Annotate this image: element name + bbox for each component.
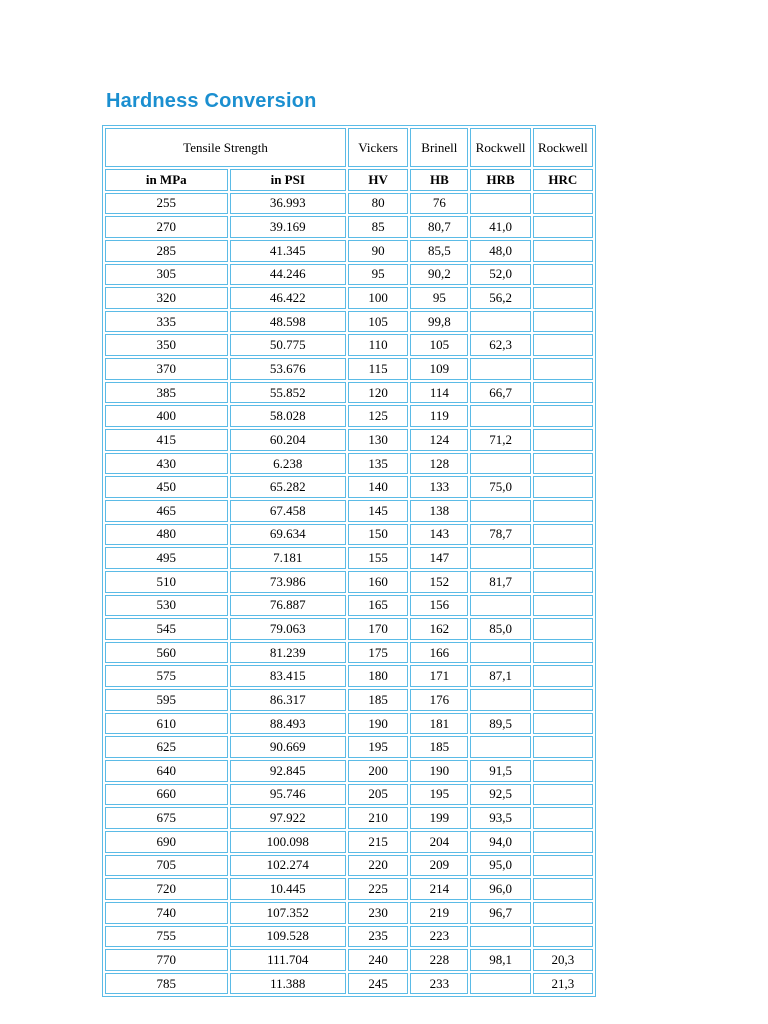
- cell-hrc: [533, 311, 593, 333]
- cell-hv: 220: [348, 855, 408, 877]
- cell-hrb: 96,7: [470, 902, 530, 924]
- cell-hv: 120: [348, 382, 408, 404]
- table-row: [105, 807, 593, 829]
- cell-hv: 115: [348, 358, 408, 380]
- cell-hrc: [533, 547, 593, 569]
- table-row: [105, 287, 593, 309]
- cell-mpa: 450: [105, 476, 228, 498]
- cell-psi: 69.634: [230, 524, 346, 546]
- table-row: [105, 878, 593, 900]
- table-row: [105, 760, 593, 782]
- cell-hb: 105: [410, 334, 468, 356]
- table-row: [105, 429, 593, 451]
- cell-psi: 65.282: [230, 476, 346, 498]
- cell-mpa: 305: [105, 264, 228, 286]
- cell-hv: 150: [348, 524, 408, 546]
- cell-hv: 225: [348, 878, 408, 900]
- cell-hb: 90,2: [410, 264, 468, 286]
- cell-hb: 119: [410, 405, 468, 427]
- cell-psi: 50.775: [230, 334, 346, 356]
- cell-hv: 190: [348, 713, 408, 735]
- cell-hrc: [533, 429, 593, 451]
- cell-psi: 7.181: [230, 547, 346, 569]
- cell-hrb: 94,0: [470, 831, 530, 853]
- table-row: [105, 618, 593, 640]
- cell-hb: 95: [410, 287, 468, 309]
- cell-psi: 97.922: [230, 807, 346, 829]
- cell-psi: 83.415: [230, 665, 346, 687]
- cell-hrb: 71,2: [470, 429, 530, 451]
- cell-hrc: [533, 216, 593, 238]
- cell-hv: 185: [348, 689, 408, 711]
- cell-hb: 85,5: [410, 240, 468, 262]
- cell-psi: 41.345: [230, 240, 346, 262]
- cell-hv: 125: [348, 405, 408, 427]
- cell-hrc: [533, 878, 593, 900]
- cell-hrb: [470, 500, 530, 522]
- cell-hv: 105: [348, 311, 408, 333]
- cell-mpa: 675: [105, 807, 228, 829]
- cell-hrb: 75,0: [470, 476, 530, 498]
- table-row: [105, 831, 593, 853]
- cell-hv: 90: [348, 240, 408, 262]
- cell-hrb: 98,1: [470, 949, 530, 971]
- table-row: [105, 926, 593, 948]
- cell-hb: 181: [410, 713, 468, 735]
- cell-hb: 124: [410, 429, 468, 451]
- cell-hv: 130: [348, 429, 408, 451]
- cell-mpa: 640: [105, 760, 228, 782]
- cell-hv: 180: [348, 665, 408, 687]
- cell-psi: 44.246: [230, 264, 346, 286]
- cell-psi: 111.704: [230, 949, 346, 971]
- cell-hv: 160: [348, 571, 408, 593]
- cell-hrb: 87,1: [470, 665, 530, 687]
- cell-hrb: [470, 642, 530, 664]
- cell-psi: 39.169: [230, 216, 346, 238]
- cell-psi: 88.493: [230, 713, 346, 735]
- cell-hb: 166: [410, 642, 468, 664]
- cell-hb: 214: [410, 878, 468, 900]
- header-brinell: Brinell: [410, 128, 468, 167]
- subheader-hv: HV: [348, 169, 408, 191]
- cell-psi: 55.852: [230, 382, 346, 404]
- cell-mpa: 415: [105, 429, 228, 451]
- table-row: [105, 665, 593, 687]
- table-row: [105, 405, 593, 427]
- table-row: [105, 571, 593, 593]
- cell-hrc: [533, 405, 593, 427]
- cell-hrb: [470, 405, 530, 427]
- cell-hv: 240: [348, 949, 408, 971]
- cell-hv: 165: [348, 595, 408, 617]
- cell-mpa: 690: [105, 831, 228, 853]
- header-rockwell-b: [470, 128, 530, 167]
- cell-hrc: [533, 855, 593, 877]
- cell-psi: 79.063: [230, 618, 346, 640]
- table-header-row: [105, 128, 593, 167]
- cell-psi: 67.458: [230, 500, 346, 522]
- cell-hv: 245: [348, 973, 408, 995]
- cell-hrb: 93,5: [470, 807, 530, 829]
- table-row: [105, 595, 593, 617]
- cell-mpa: 430: [105, 453, 228, 475]
- cell-mpa: 270: [105, 216, 228, 238]
- table-row: [105, 547, 593, 569]
- cell-hrc: [533, 595, 593, 617]
- cell-hrc: [533, 784, 593, 806]
- cell-hrc: [533, 926, 593, 948]
- cell-hv: 215: [348, 831, 408, 853]
- cell-hv: 85: [348, 216, 408, 238]
- cell-hrb: [470, 358, 530, 380]
- cell-hb: 176: [410, 689, 468, 711]
- cell-hrc: [533, 831, 593, 853]
- cell-psi: 92.845: [230, 760, 346, 782]
- cell-psi: 90.669: [230, 736, 346, 758]
- cell-hrb: [470, 736, 530, 758]
- cell-hb: 138: [410, 500, 468, 522]
- table-row: [105, 949, 593, 971]
- cell-hb: 219: [410, 902, 468, 924]
- cell-psi: 48.598: [230, 311, 346, 333]
- cell-hrb: 96,0: [470, 878, 530, 900]
- cell-hrc: [533, 240, 593, 262]
- cell-hb: 80,7: [410, 216, 468, 238]
- cell-hrb: 48,0: [470, 240, 530, 262]
- cell-hrc: [533, 524, 593, 546]
- cell-mpa: 385: [105, 382, 228, 404]
- cell-hb: 76: [410, 193, 468, 215]
- cell-hrb: [470, 689, 530, 711]
- cell-hb: 143: [410, 524, 468, 546]
- cell-hrb: 62,3: [470, 334, 530, 356]
- table-row: [105, 784, 593, 806]
- cell-psi: 100.098: [230, 831, 346, 853]
- cell-hrb: 92,5: [470, 784, 530, 806]
- cell-hrc: [533, 193, 593, 215]
- cell-hv: 135: [348, 453, 408, 475]
- cell-hb: 114: [410, 382, 468, 404]
- cell-psi: 6.238: [230, 453, 346, 475]
- cell-hrc: [533, 358, 593, 380]
- cell-hrc: [533, 902, 593, 924]
- cell-hb: 171: [410, 665, 468, 687]
- cell-hb: 162: [410, 618, 468, 640]
- cell-mpa: 785: [105, 973, 228, 995]
- cell-mpa: 530: [105, 595, 228, 617]
- cell-mpa: 720: [105, 878, 228, 900]
- subheader-hrb: HRB: [470, 169, 530, 191]
- cell-hrc: [533, 807, 593, 829]
- cell-mpa: 495: [105, 547, 228, 569]
- cell-hrc: [533, 264, 593, 286]
- table-subheader-row: [105, 169, 593, 191]
- cell-hv: 200: [348, 760, 408, 782]
- table-row: [105, 855, 593, 877]
- table-row: [105, 476, 593, 498]
- cell-hrb: [470, 547, 530, 569]
- cell-mpa: 575: [105, 665, 228, 687]
- table-row: [105, 524, 593, 546]
- cell-hrc: [533, 665, 593, 687]
- conversion-table-frame: [102, 125, 596, 997]
- cell-mpa: 755: [105, 926, 228, 948]
- cell-hrc: [533, 760, 593, 782]
- cell-mpa: 660: [105, 784, 228, 806]
- cell-hrb: [470, 453, 530, 475]
- cell-hb: 204: [410, 831, 468, 853]
- cell-hb: 195: [410, 784, 468, 806]
- table-row: [105, 334, 593, 356]
- cell-hv: 195: [348, 736, 408, 758]
- cell-hrb: 56,2: [470, 287, 530, 309]
- table-row: [105, 382, 593, 404]
- cell-hb: 228: [410, 949, 468, 971]
- hardness-conversion-table: [103, 126, 595, 996]
- cell-hrb: [470, 926, 530, 948]
- cell-hb: 99,8: [410, 311, 468, 333]
- table-row: [105, 642, 593, 664]
- cell-hb: 223: [410, 926, 468, 948]
- cell-hrb: [470, 193, 530, 215]
- cell-hv: 175: [348, 642, 408, 664]
- cell-hrb: 78,7: [470, 524, 530, 546]
- cell-hrc: 21,3: [533, 973, 593, 995]
- subheader-psi: in PSI: [230, 169, 346, 191]
- cell-hrb: 66,7: [470, 382, 530, 404]
- cell-psi: 86.317: [230, 689, 346, 711]
- cell-psi: 95.746: [230, 784, 346, 806]
- cell-hrc: [533, 571, 593, 593]
- cell-mpa: 350: [105, 334, 228, 356]
- cell-hrb: [470, 973, 530, 995]
- table-row: [105, 453, 593, 475]
- cell-hrc: [533, 689, 593, 711]
- cell-mpa: 480: [105, 524, 228, 546]
- cell-hrc: [533, 334, 593, 356]
- cell-hrc: [533, 500, 593, 522]
- cell-mpa: 740: [105, 902, 228, 924]
- table-body: [105, 193, 593, 995]
- cell-mpa: 705: [105, 855, 228, 877]
- cell-mpa: 335: [105, 311, 228, 333]
- cell-mpa: 255: [105, 193, 228, 215]
- cell-hb: 152: [410, 571, 468, 593]
- cell-psi: 10.445: [230, 878, 346, 900]
- cell-psi: 73.986: [230, 571, 346, 593]
- header-vickers: Vickers: [348, 128, 408, 167]
- table-row: [105, 902, 593, 924]
- cell-mpa: 285: [105, 240, 228, 262]
- cell-hrc: [533, 618, 593, 640]
- cell-hrb: 52,0: [470, 264, 530, 286]
- header-tensile-strength: Tensile Strength: [105, 128, 346, 167]
- cell-mpa: 465: [105, 500, 228, 522]
- table-row: [105, 216, 593, 238]
- cell-mpa: 595: [105, 689, 228, 711]
- table-row: [105, 240, 593, 262]
- cell-hrb: 91,5: [470, 760, 530, 782]
- cell-hv: 170: [348, 618, 408, 640]
- cell-mpa: 610: [105, 713, 228, 735]
- cell-psi: 109.528: [230, 926, 346, 948]
- cell-psi: 53.676: [230, 358, 346, 380]
- cell-hb: 233: [410, 973, 468, 995]
- page-title: Hardness Conversion: [106, 90, 317, 112]
- table-row: [105, 500, 593, 522]
- cell-hrb: 85,0: [470, 618, 530, 640]
- cell-mpa: 625: [105, 736, 228, 758]
- header-rockwell-c: Rockwell: [533, 128, 593, 167]
- cell-hv: 110: [348, 334, 408, 356]
- cell-hv: 95: [348, 264, 408, 286]
- table-row: [105, 193, 593, 215]
- cell-mpa: 370: [105, 358, 228, 380]
- cell-mpa: 320: [105, 287, 228, 309]
- cell-hrb: [470, 311, 530, 333]
- cell-psi: 58.028: [230, 405, 346, 427]
- cell-hb: 128: [410, 453, 468, 475]
- table-row: [105, 713, 593, 735]
- cell-hb: 156: [410, 595, 468, 617]
- cell-psi: 107.352: [230, 902, 346, 924]
- cell-hv: 140: [348, 476, 408, 498]
- cell-hrc: [533, 476, 593, 498]
- cell-psi: 36.993: [230, 193, 346, 215]
- table-row: [105, 358, 593, 380]
- cell-hb: 109: [410, 358, 468, 380]
- cell-mpa: 770: [105, 949, 228, 971]
- cell-hv: 205: [348, 784, 408, 806]
- header-rockwell-b-label: Rockwell: [475, 140, 526, 155]
- cell-psi: 81.239: [230, 642, 346, 664]
- cell-psi: 11.388: [230, 973, 346, 995]
- subheader-hb: HB: [410, 169, 468, 191]
- table-row: [105, 311, 593, 333]
- cell-hv: 230: [348, 902, 408, 924]
- cell-hb: 147: [410, 547, 468, 569]
- table-row: [105, 689, 593, 711]
- cell-hrc: [533, 642, 593, 664]
- table-row: [105, 736, 593, 758]
- cell-hv: 155: [348, 547, 408, 569]
- cell-hrc: 20,3: [533, 949, 593, 971]
- cell-hb: 133: [410, 476, 468, 498]
- cell-hv: 100: [348, 287, 408, 309]
- cell-hb: 199: [410, 807, 468, 829]
- cell-hv: 145: [348, 500, 408, 522]
- cell-hrc: [533, 736, 593, 758]
- cell-hv: 80: [348, 193, 408, 215]
- cell-hb: 209: [410, 855, 468, 877]
- cell-hrb: 41,0: [470, 216, 530, 238]
- cell-psi: 46.422: [230, 287, 346, 309]
- subheader-mpa: in MPa: [105, 169, 228, 191]
- cell-psi: 102.274: [230, 855, 346, 877]
- cell-mpa: 545: [105, 618, 228, 640]
- cell-hv: 235: [348, 926, 408, 948]
- cell-hv: 210: [348, 807, 408, 829]
- cell-mpa: 510: [105, 571, 228, 593]
- cell-hrc: [533, 713, 593, 735]
- table-row: [105, 264, 593, 286]
- cell-psi: 76.887: [230, 595, 346, 617]
- cell-mpa: 560: [105, 642, 228, 664]
- cell-hrb: 81,7: [470, 571, 530, 593]
- cell-hrc: [533, 287, 593, 309]
- cell-hrb: 95,0: [470, 855, 530, 877]
- cell-hb: 190: [410, 760, 468, 782]
- cell-psi: 60.204: [230, 429, 346, 451]
- cell-hrc: [533, 382, 593, 404]
- cell-hrb: 89,5: [470, 713, 530, 735]
- cell-mpa: 400: [105, 405, 228, 427]
- cell-hrb: [470, 595, 530, 617]
- cell-hb: 185: [410, 736, 468, 758]
- table-row: [105, 973, 593, 995]
- cell-hrc: [533, 453, 593, 475]
- subheader-hrc: HRC: [533, 169, 593, 191]
